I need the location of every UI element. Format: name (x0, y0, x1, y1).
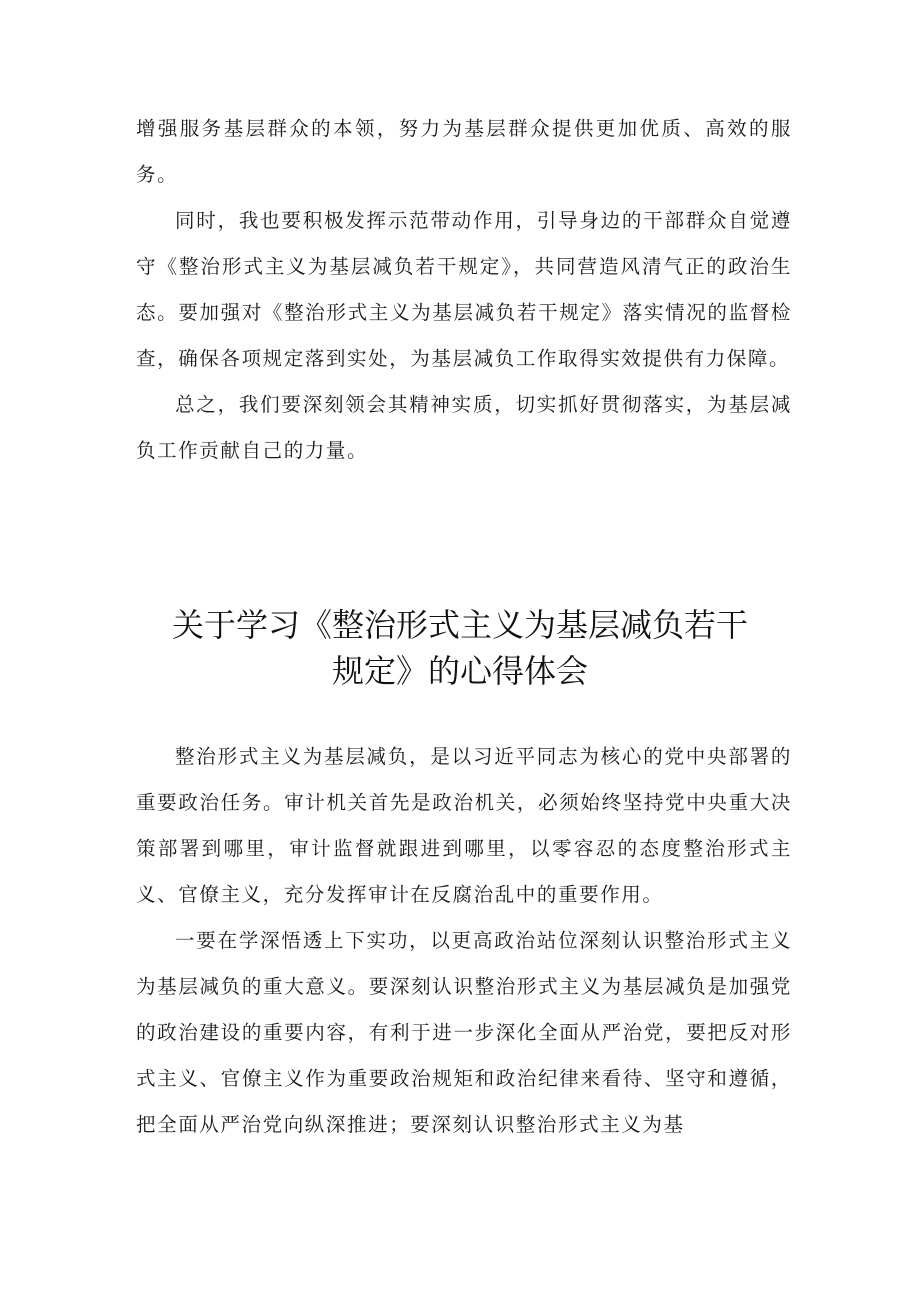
body-paragraph: 同时，我也要积极发挥示范带动作用，引导身边的干部群众自觉遵守《整治形式主义为基层减负若干规定》，共同营造风清气正的政治生态。要加强对《整治形式主义为基层减负若干规定》落实情况的监督检查，确保各项规定落到实处，为基层减负工作取得实效提供有力保障。 (136, 209, 792, 370)
body-paragraph: 整治形式主义为基层减负，是以习近平同志为核心的党中央部署的重要政治任务。审计机关首先是政治机关，必须始终坚持党中央重大决策部署到哪里，审计监督就跟进到哪里，以零容忍的态度整治形式主义、官僚主义，充分发挥审计在反腐治乱中的重要作用。 (136, 745, 792, 906)
previous-article-tail (136, 106, 792, 474)
continued-paragraph: 增强服务基层群众的本领，努力为基层群众提供更加优质、高效的服务。 (136, 117, 792, 186)
body-paragraph: 一要在学深悟透上下实功，以更高政治站位深刻认识整治形式主义为基层减负的重大意义。要深刻认识整治形式主义为基层减负是加强党的政治建设的重要内容，有利于进一步深化全面从严治党，要把反对形式主义、官僚主义作为重要政治规矩和政治纪律来看待、坚守和遵循，把全面从严治党向纵深推进；要深刻认识整治形式主义为基 (136, 929, 792, 1136)
article-title-line-2: 规定》的心得体会 (331, 652, 588, 690)
article-body (136, 734, 792, 1148)
article-title (100, 602, 820, 694)
article-title-line-1: 关于学习《整治形式主义为基层减负若干 (171, 606, 748, 644)
conclusion-paragraph: 总之，我们要深刻领会其精神实质，切实抓好贯彻落实，为基层减负工作贡献自己的力量。 (136, 393, 792, 462)
